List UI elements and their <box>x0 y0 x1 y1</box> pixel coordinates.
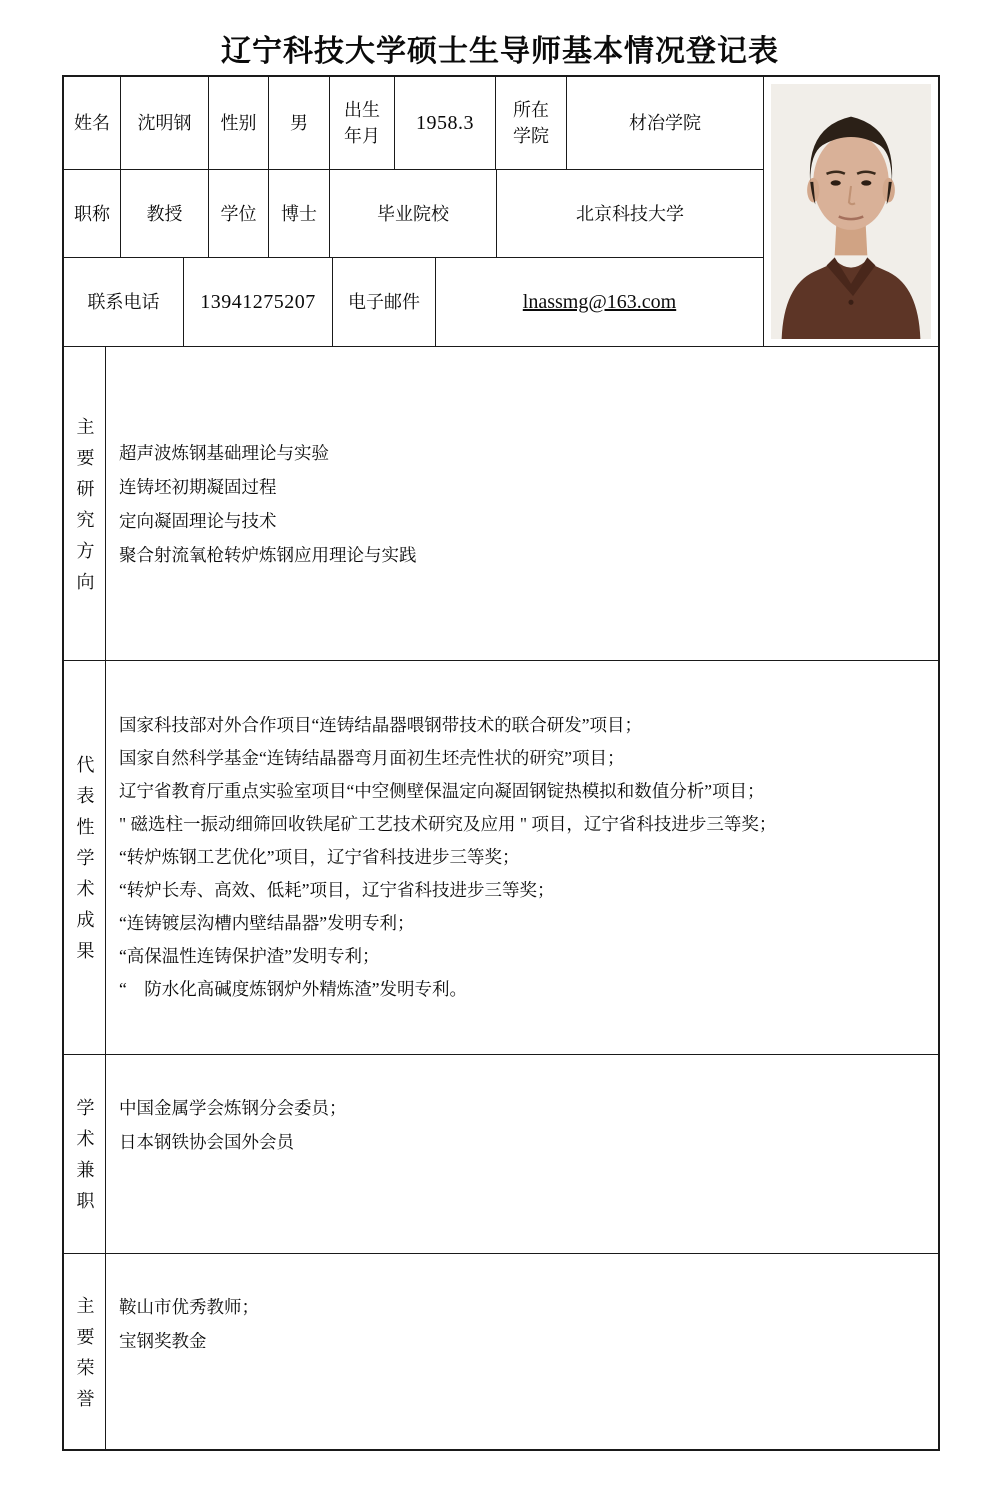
email-link[interactable]: lnassmg@163.com <box>522 291 677 313</box>
research-directions-section <box>64 347 938 661</box>
achievement-line: “转炉炼钢工艺优化”项目，辽宁省科技进步三等奖； <box>119 847 520 867</box>
gender-label: 性别 <box>209 77 269 169</box>
job-title-value: 教授 <box>121 170 209 257</box>
registration-form-table <box>62 75 940 1451</box>
academic-roles-content <box>106 1055 938 1253</box>
name-label: 姓名 <box>64 77 121 169</box>
school-value: 北京科技大学 <box>576 203 684 224</box>
page-title: 辽宁科技大学硕士生导师基本情况登记表 <box>221 35 779 68</box>
college-label: 所在学院 <box>496 77 567 169</box>
academic-roles-label-cell <box>64 1055 106 1253</box>
honors-content <box>106 1254 938 1449</box>
portrait-photo-image <box>771 84 931 339</box>
birth-label: 出生年月 <box>330 77 395 169</box>
achievement-line: " 磁选柱一振动细筛回收铁尾矿工艺技术研究及应用 " 项目，辽宁省科技进步三等奖； <box>119 814 777 834</box>
achievement-line: “高保温性连铸保护渣”发明专利； <box>119 946 380 966</box>
achievement-line: 国家科技部对外合作项目“连铸结晶器喂钢带技术的联合研发”项目； <box>119 715 643 735</box>
name-value: 沈明钢 <box>121 77 209 169</box>
birth-value: 1958.3 <box>395 77 496 169</box>
research-directions-label: 主要研究方向 <box>74 416 95 603</box>
phone-value: 13941275207 <box>184 258 333 346</box>
role-line: 日本钢铁协会国外会员 <box>119 1132 294 1152</box>
email-label: 电子邮件 <box>333 258 436 346</box>
gender-value: 男 <box>269 77 330 169</box>
academic-achievements-label-cell <box>64 661 106 1054</box>
achievement-line: “ 防水化高碱度炼钢炉外精炼渣”发明专利。 <box>119 979 468 999</box>
research-directions-label-cell <box>64 347 106 660</box>
achievement-line: 辽宁省教育厅重点实验室项目“中空侧壁保温定向凝固钢锭热模拟和数值分析”项目； <box>119 781 765 801</box>
academic-achievements-label: 代表性学术成果 <box>74 755 95 972</box>
info-row-3 <box>64 258 763 346</box>
research-line: 连铸坯初期凝固过程 <box>119 476 277 497</box>
phone-label: 联系电话 <box>64 258 184 346</box>
honors-section <box>64 1254 938 1449</box>
achievement-line: 国家自然科学基金“连铸结晶器弯月面初生坯壳性状的研究”项目； <box>119 748 625 768</box>
academic-roles-label: 学术兼职 <box>74 1098 95 1222</box>
research-directions-content <box>106 347 938 660</box>
degree-value: 博士 <box>269 170 330 257</box>
honors-label-cell <box>64 1254 106 1449</box>
basic-info-section <box>64 77 938 347</box>
academic-achievements-section <box>64 661 938 1055</box>
college-value: 材冶学院 <box>629 113 701 133</box>
academic-roles-section <box>64 1055 938 1254</box>
research-line: 定向凝固理论与技术 <box>119 510 277 531</box>
achievement-line: “转炉长寿、高效、低耗”项目，辽宁省科技进步三等奖； <box>119 880 555 900</box>
role-line: 中国金属学会炼钢分会委员； <box>119 1098 347 1118</box>
academic-achievements-content <box>106 661 938 1054</box>
achievement-line: “连铸镀层沟槽内壁结晶器”发明专利； <box>119 913 415 933</box>
portrait-photo <box>763 77 938 346</box>
job-title-label: 职称 <box>64 170 121 257</box>
honor-line: 鞍山市优秀教师； <box>119 1297 259 1317</box>
honor-line: 宝钢奖教金 <box>119 1331 207 1351</box>
research-line: 聚合射流氧枪转炉炼钢应用理论与实践 <box>119 544 417 565</box>
info-row-1 <box>64 77 763 170</box>
degree-label: 学位 <box>209 170 269 257</box>
school-label: 毕业院校 <box>330 170 497 257</box>
info-row-2 <box>64 170 763 258</box>
honors-label: 主要荣誉 <box>74 1295 95 1420</box>
email-cell <box>436 258 763 346</box>
research-line: 超声波炼钢基础理论与实验 <box>119 442 329 463</box>
